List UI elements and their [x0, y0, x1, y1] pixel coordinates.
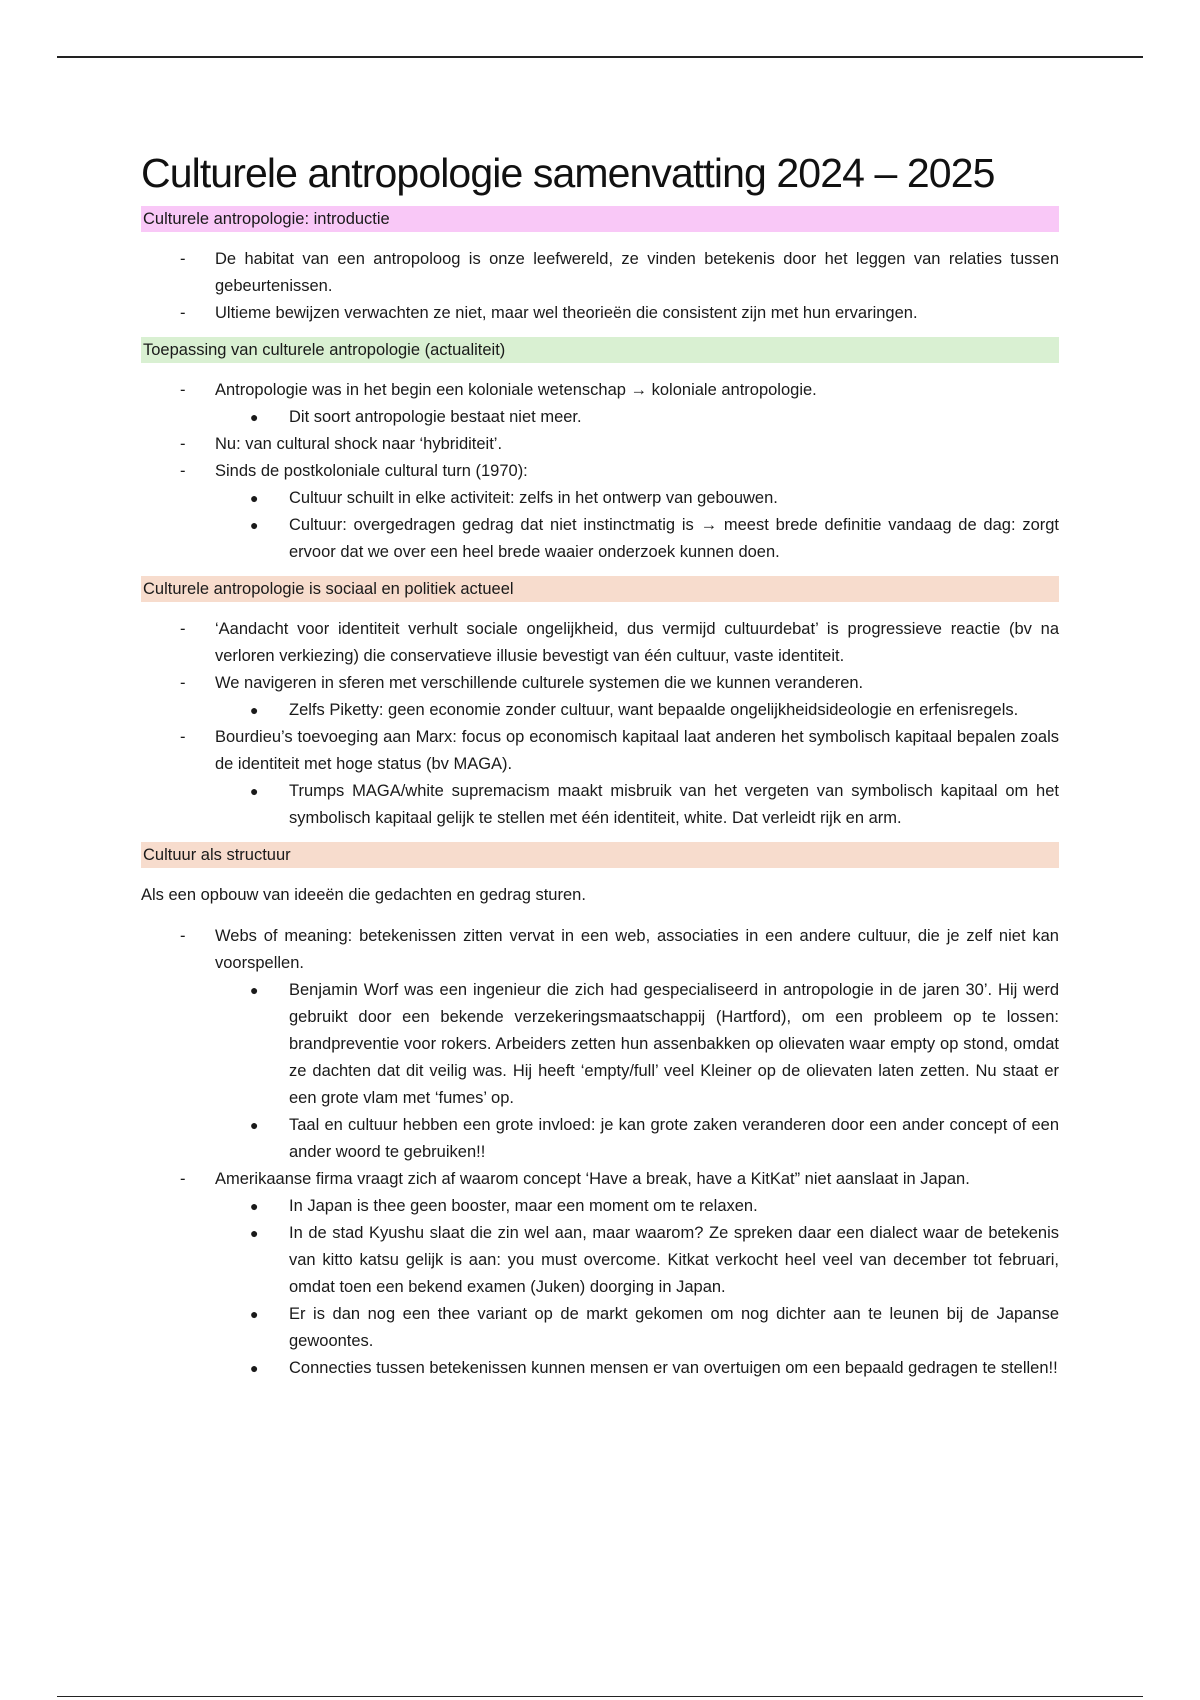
bullet-marker: ●	[250, 783, 259, 799]
sub-list-item	[215, 404, 1059, 431]
sub-list-item	[215, 1355, 1059, 1382]
list-item	[141, 431, 1059, 458]
sub-list-item	[215, 1301, 1059, 1355]
bullet-marker: ●	[250, 1117, 259, 1133]
bullet-marker: ●	[250, 1360, 259, 1376]
sub-list-item	[215, 1193, 1059, 1220]
sub-list-item	[215, 778, 1059, 832]
list-item	[141, 300, 1059, 327]
bullet-marker: ●	[250, 1306, 259, 1322]
bullet-list	[141, 377, 1059, 566]
list-item-text: Ultieme bewijzen verwachten ze niet, maar wel theorieën die consistent zijn met hun ervaringen.	[215, 304, 918, 322]
sub-list	[215, 778, 1059, 832]
bullet-marker: ●	[250, 517, 259, 533]
list-item	[141, 670, 1059, 724]
list-item	[141, 1166, 1059, 1382]
document-body	[141, 148, 1059, 1392]
bullet-list	[141, 246, 1059, 327]
list-item	[141, 458, 1059, 566]
sub-item-text: In de stad Kyushu slaat die zin wel aan, maar waarom? Ze spreken daar een dialect waar de betekenis van kitto katsu gelijk is aan: you must overcome. Kitkat verkocht heel veel van december tot februari, omdat toen een bekend examen (Juken) doorging in Japan.	[289, 1224, 1059, 1296]
sub-item-text: Dit soort antropologie bestaat niet meer.	[289, 408, 582, 426]
list-item	[141, 724, 1059, 832]
section-heading: Culturele antropologie: introductie	[141, 206, 1059, 232]
bullet-list	[141, 923, 1059, 1382]
dash-marker: -	[180, 462, 186, 480]
bullet-marker: ●	[250, 490, 259, 506]
sub-item-text: Cultuur: overgedragen gedrag dat niet instinctmatig is → meest brede definitie vandaag de dag: zorgt ervoor dat we over een heel brede waaier onderzoek kunnen doen.	[289, 516, 1059, 561]
dash-marker: -	[180, 435, 186, 453]
sub-item-text: Benjamin Worf was een ingenieur die zich had gespecialiseerd in antropologie in de jaren 30’. Hij werd gebruikt door een bekende verzekeringsmaatschappij (Hartford), om een probleem op te lossen: brandpreventie voor rokers. Arbeiders zetten hun assenbakken op olievaten waar empty op stond, omdat ze dachten dat dit veilig was. Hij heeft ‘empty/full’ veel Kleiner op de olievaten laten zetten. Nu staat er een grote vlam met ‘fumes’ op.	[289, 981, 1059, 1107]
sub-list-item	[215, 1220, 1059, 1301]
list-item-text: ‘Aandacht voor identiteit verhult sociale ongelijkheid, dus vermijd cultuurdebat’ is progressieve reactie (bv na verloren verkiezing) die conservatieve illusie bevestigt van één cultuur, vaste identiteit.	[215, 620, 1059, 665]
list-item	[141, 246, 1059, 300]
sub-item-text: Zelfs Piketty: geen economie zonder cultuur, want bepaalde ongelijkheidsideologie en erfenisregels.	[289, 701, 1019, 719]
section-intro: Als een opbouw van ideeën die gedachten en gedrag sturen.	[141, 886, 586, 904]
bullet-list	[141, 616, 1059, 832]
dash-marker: -	[180, 381, 186, 399]
dash-marker: -	[180, 304, 186, 322]
list-item-text: Nu: van cultural shock naar ‘hybriditeit’.	[215, 435, 503, 453]
sub-list	[215, 697, 1059, 724]
bullet-marker: ●	[250, 409, 259, 425]
sub-item-text: In Japan is thee geen booster, maar een moment om te relaxen.	[289, 1197, 758, 1215]
sub-list	[215, 485, 1059, 566]
list-item	[141, 377, 1059, 431]
section-heading: Culturele antropologie is sociaal en politiek actueel	[141, 576, 1059, 602]
bullet-marker: ●	[250, 982, 259, 998]
list-item	[141, 616, 1059, 670]
sub-list-item	[215, 697, 1059, 724]
sub-list	[215, 1193, 1059, 1382]
dash-marker: -	[180, 1170, 186, 1188]
dash-marker: -	[180, 250, 186, 268]
sub-list-item	[215, 1112, 1059, 1166]
bullet-marker: ●	[250, 1225, 259, 1241]
section-heading: Toepassing van culturele antropologie (actualiteit)	[141, 337, 1059, 363]
list-item-text: De habitat van een antropoloog is onze leefwereld, ze vinden betekenis door het leggen van relaties tussen gebeurtenissen.	[215, 250, 1059, 295]
sub-list-item	[215, 485, 1059, 512]
document-title: Culturele antropologie samenvatting 2024 – 2025	[141, 150, 995, 196]
bullet-marker: ●	[250, 702, 259, 718]
list-item-text: Antropologie was in het begin een koloniale wetenschap → koloniale antropologie.	[215, 381, 817, 399]
dash-marker: -	[180, 927, 186, 945]
bottom-rule	[57, 1696, 1143, 1697]
top-rule	[57, 56, 1143, 58]
dash-marker: -	[180, 728, 186, 746]
list-item-text: Webs of meaning: betekenissen zitten vervat in een web, associaties in een andere cultuur, die je zelf niet kan voorspellen.	[215, 927, 1059, 972]
sub-list	[215, 404, 1059, 431]
sub-list-item	[215, 512, 1059, 566]
list-item-text: Amerikaanse firma vraagt zich af waarom concept ‘Have a break, have a KitKat” niet aanslaat in Japan.	[215, 1170, 970, 1188]
sub-item-text: Connecties tussen betekenissen kunnen mensen er van overtuigen om een bepaald gedragen te stellen!!	[289, 1359, 1058, 1377]
sub-item-text: Taal en cultuur hebben een grote invloed: je kan grote zaken veranderen door een ander concept of een ander woord te gebruiken!!	[289, 1116, 1059, 1161]
sub-item-text: Er is dan nog een thee variant op de markt gekomen om nog dichter aan te leunen bij de Japanse gewoontes.	[289, 1305, 1059, 1350]
dash-marker: -	[180, 674, 186, 692]
dash-marker: -	[180, 620, 186, 638]
list-item	[141, 923, 1059, 1166]
bullet-marker: ●	[250, 1198, 259, 1214]
list-item-text: Sinds de postkoloniale cultural turn (1970):	[215, 462, 528, 480]
section-heading: Cultuur als structuur	[141, 842, 1059, 868]
sub-list-item	[215, 977, 1059, 1112]
sub-item-text: Cultuur schuilt in elke activiteit: zelfs in het ontwerp van gebouwen.	[289, 489, 778, 507]
list-item-text: Bourdieu’s toevoeging aan Marx: focus op economisch kapitaal laat anderen het symbolisch kapitaal bepalen zoals de identiteit met hoge status (bv MAGA).	[215, 728, 1059, 773]
sub-list	[215, 977, 1059, 1166]
sub-item-text: Trumps MAGA/white supremacism maakt misbruik van het vergeten van symbolisch kapitaal om het symbolisch kapitaal gelijk te stellen met één identiteit, white. Dat verleidt rijk en arm.	[289, 782, 1059, 827]
list-item-text: We navigeren in sferen met verschillende culturele systemen die we kunnen veranderen.	[215, 674, 864, 692]
